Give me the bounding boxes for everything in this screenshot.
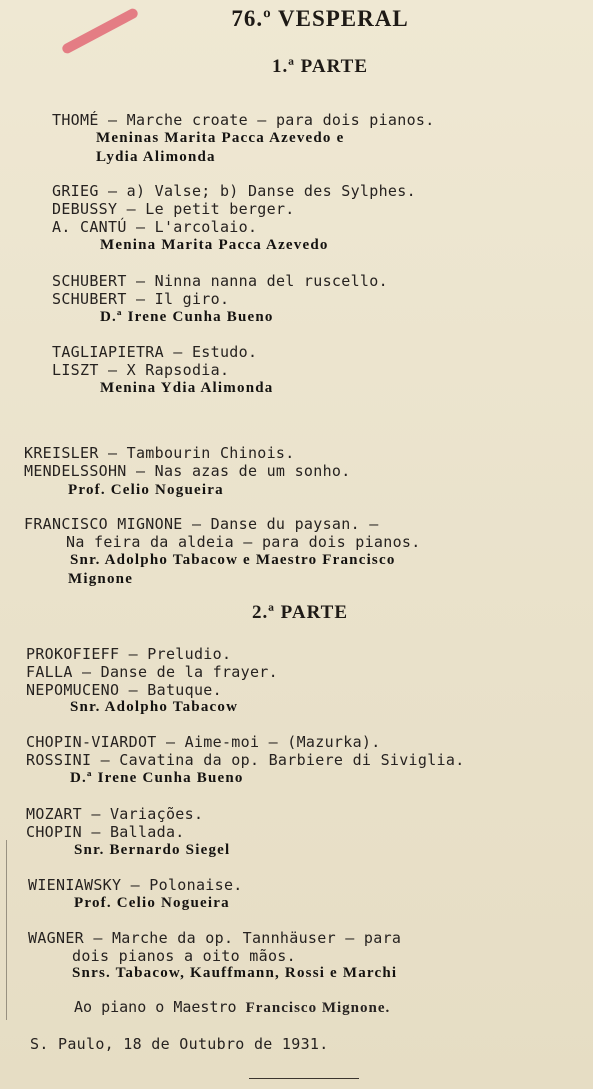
margin-line: [6, 840, 7, 1020]
performer-line: Snr. Bernardo Siegel: [74, 842, 231, 858]
performer-line: Lydia Alimonda: [96, 149, 216, 165]
program-line: CHOPIN-VIARDOT — Aime-moi — (Mazurka).: [26, 733, 381, 751]
program-line: LISZT — X Rapsodia.: [52, 361, 230, 379]
program-line: Na feira da aldeia — para dois pianos.: [66, 533, 421, 551]
program-line: ROSSINI — Cavatina da op. Barbiere di Siviglia.: [26, 751, 465, 769]
date-line: S. Paulo, 18 de Outubro de 1931.: [30, 1035, 329, 1053]
program-line: FALLA — Danse de la frayer.: [26, 663, 278, 681]
program-line: NEPOMUCENO — Batuque.: [26, 681, 222, 699]
program-line: GRIEG — a) Valse; b) Danse des Sylphes.: [52, 182, 416, 200]
performer-line: Menina Marita Pacca Azevedo: [100, 237, 329, 253]
program-line: TAGLIAPIETRA — Estudo.: [52, 343, 258, 361]
program-line: DEBUSSY — Le petit berger.: [52, 200, 295, 218]
performer-line: Prof. Celio Nogueira: [74, 895, 230, 911]
program-line: WIENIAWSKY — Polonaise.: [28, 876, 243, 894]
performer-line: Meninas Marita Pacca Azevedo e: [96, 130, 345, 146]
program-line: PROKOFIEFF — Preludio.: [26, 645, 232, 663]
performer-line: Prof. Celio Nogueira: [68, 482, 224, 498]
part-2-heading: 2.ª PARTE: [251, 602, 348, 623]
page-title: 76.º VESPERAL: [231, 6, 409, 31]
performer-line: Snr. Adolpho Tabacow: [70, 699, 239, 715]
program-line: SCHUBERT — Ninna nanna del ruscello.: [52, 272, 388, 290]
program-line: MENDELSSOHN — Nas azas de um sonho.: [24, 462, 351, 480]
piano-credit-prefix: Ao piano o Maestro: [74, 998, 237, 1016]
performer-line: Menina Ydia Alimonda: [100, 380, 274, 396]
performer-line: D.ª Irene Cunha Bueno: [70, 770, 244, 786]
program-line: dois pianos a oito mãos.: [72, 947, 296, 965]
program-line: SCHUBERT — Il giro.: [52, 290, 230, 308]
program-line: THOMÉ — Marche croate — para dois pianos.: [52, 111, 435, 129]
program-line: A. CANTÚ — L'arcolaio.: [52, 218, 258, 236]
program-line: CHOPIN — Ballada.: [26, 823, 185, 841]
performer-line: Snrs. Tabacow, Kauffmann, Rossi e Marchi: [72, 965, 398, 981]
program-line: WAGNER — Marche da op. Tannhäuser — para: [28, 929, 402, 947]
program-line: MOZART — Variações.: [26, 805, 204, 823]
performer-line: Mignone: [68, 571, 134, 587]
performer-line: D.ª Irene Cunha Bueno: [100, 309, 274, 325]
performer-line: Snr. Adolpho Tabacow e Maestro Francisco: [70, 552, 396, 568]
part-1-heading: 1.ª PARTE: [271, 56, 368, 77]
piano-credit: [74, 998, 390, 1017]
program-line: FRANCISCO MIGNONE — Danse du paysan. —: [24, 515, 379, 533]
bottom-rule: [249, 1078, 359, 1079]
piano-credit-name: Francisco Mignone.: [245, 1000, 391, 1016]
program-line: KREISLER — Tambourin Chinois.: [24, 444, 295, 462]
